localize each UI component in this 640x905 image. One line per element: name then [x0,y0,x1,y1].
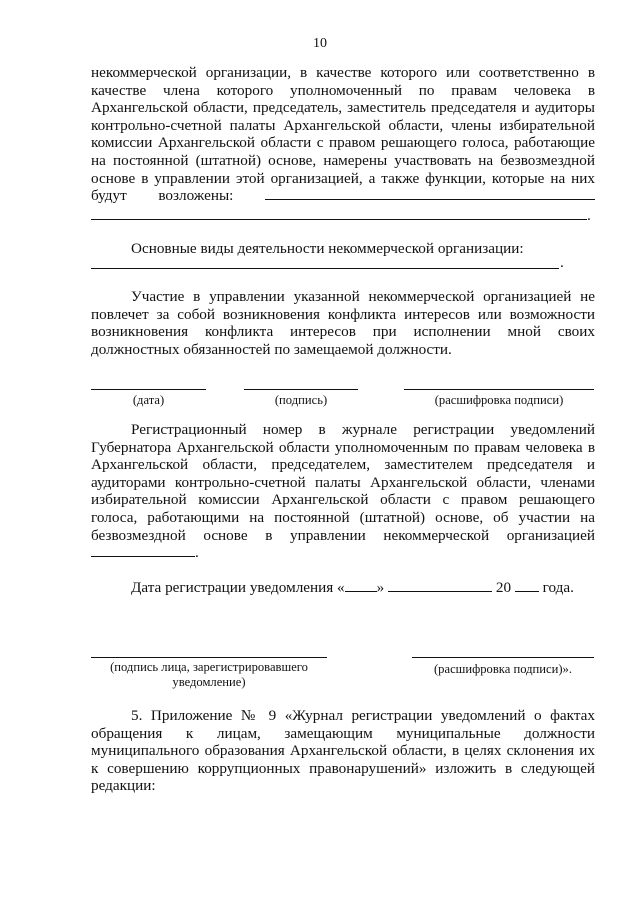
paragraph-end-dot: . [195,544,199,562]
quote-close: » [376,579,385,596]
day-fill-line [345,579,377,592]
decoding-caption: (расшифровка подписи) [434,393,564,407]
registration-fill-line [91,544,195,557]
paragraph-no-conflict-text: Участие в управлении указанной некоммерческой организацией не повлечет за собой возникновения конфликта интересов или возможности возникновения конфликта интересов при исполнении мной своих должностных обязанностей по замещаемой должности. [91,288,595,358]
decoding-line [404,389,594,390]
paragraph-no-conflict [91,288,595,358]
signature-line [244,389,358,390]
activities-fill-line [91,268,559,269]
signature-caption: (подпись) [274,393,328,407]
fill-line-full [91,205,587,220]
paragraph-registration-number-text: Регистрационный номер в журнале регистрации уведомлений Губернатора Архангельской области уполномоченным по правам человека в Архангельской области, председателем, заместителем председателя и аудиторами контрольно-счетной палаты Архангельской области, членами избирательной комиссии Архангельской области с правом решающего голоса, работающими на постоянной (штатной) основе, об участии на безвозмездной основе в управлении некоммерческой организацией [91,421,595,544]
activities-end-dot: . [560,254,564,271]
paragraph-nonprofit-role-text: некоммерческой организации, в качестве которого или соответственно в качестве члена которого уполномоченный по правам человека в Архангельской области, председатель, заместитель председателя и аудиторы контрольно-счетной палаты Архангельской области, члены избирательной комиссии Архангельской области с правом решающего голоса, работающие на постоянной (штатной) основе, намерены участвовать на безвозмездной основе в управлении этой организацией, а также функции, которые на них будут возложены: [91,64,595,205]
registrar-caption: (подпись лица, зарегистрировавшего уведомление) [110,660,308,689]
registration-date-label: Дата регистрации уведомления « [131,579,345,596]
registrar-signature-line [91,657,327,658]
registrar-decoding-line [412,657,594,658]
fill-line [265,187,595,200]
date-caption: (дата) [132,393,165,407]
paragraph-appendix-9 [91,707,595,795]
year-fill-line [515,579,539,592]
date-line [91,389,206,390]
paragraph-activities-text: Основные виды деятельности некоммерческой организации: [131,240,524,257]
year-suffix: года. [542,579,574,596]
paragraph-end-dot: . [587,206,591,224]
paragraph-appendix-9-text: 5. Приложение № 9 «Журнал регистрации уведомлений о фактах обращения к лицам, замещающим муниципальные должности муниципального образования Архангельской области, в целях склонения их к совершению коррупционных правонарушений» изложить в следующей редакции: [91,707,595,795]
paragraph-registration-number [91,421,595,562]
paragraph-activities [91,240,595,258]
registrar-decoding-caption: (расшифровка подписи)». [433,662,572,676]
month-fill-line [388,579,492,592]
paragraph-nonprofit-role [91,64,595,224]
registration-date-row [91,579,595,597]
page-number: 10 [313,36,327,51]
year-prefix: 20 [495,579,512,596]
